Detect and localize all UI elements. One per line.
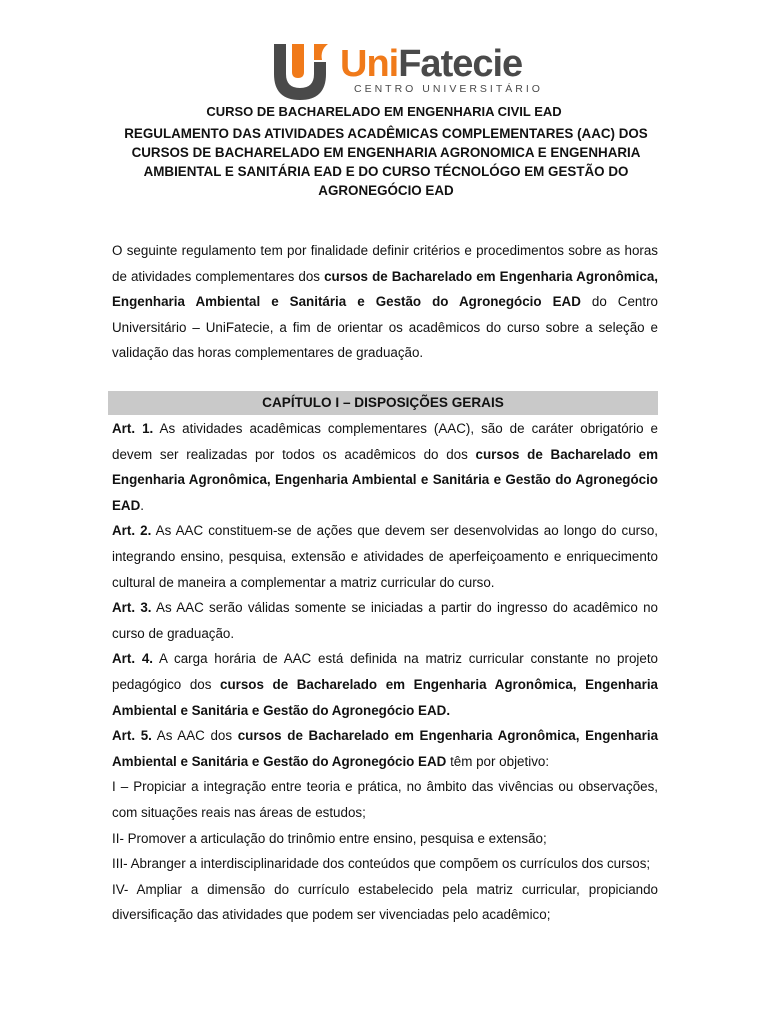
article-text: As atividades acadêmicas complementares (AAC), são de caráter obrigatório e devem ser realizadas por todos os acadêmicos do dos — [112, 421, 658, 462]
article-3 — [112, 595, 658, 646]
article-4 — [112, 646, 658, 723]
article-bold: cursos de Bacharelado em Engenharia Agronômica, Engenharia Ambiental e Sanitária e Gestão do Agronegócio EAD — [112, 446, 658, 513]
objective-item-4: IV- Ampliar a dimensão do currículo estabelecido pela matriz curricular, propiciando diversificação das atividades que podem ser vivenciadas pelo acadêmico; — [112, 881, 658, 923]
article-1 — [112, 416, 658, 518]
article-label: Art. 2. — [112, 523, 152, 539]
logo-u-icon — [270, 40, 334, 102]
article-2 — [112, 518, 658, 595]
unifatecie-logo — [270, 40, 543, 102]
logo-wordmark — [340, 44, 522, 84]
intro-text-1: O seguinte regulamento tem por finalidade definir critérios e procedimentos sobre as horas de atividades complementares dos — [112, 243, 658, 284]
chapter-heading: CAPÍTULO I – DISPOSIÇÕES GERAIS — [108, 391, 658, 415]
intro-bold: cursos de Bacharelado em Engenharia Agronômica, Engenharia Ambiental e Sanitária e Gestão do Agronegócio EAD — [112, 268, 658, 309]
regulation-title: REGULAMENTO DAS ATIVIDADES ACADÊMICAS COMPLEMENTARES (AAC) DOS CURSOS DE BACHARELADO EM ENGENHARIA AGRONOMICA E ENGENHARIA AMBIENTAL E SANITÁRIA EAD E DO CURSO TÉCNOLÓGO EM GESTÃO DO AGRONEGÓCIO EAD — [124, 126, 648, 198]
logo-subtitle: CENTRO UNIVERSITÁRIO — [354, 83, 543, 95]
logo-uni-text: Uni — [340, 43, 399, 85]
article-text: As AAC dos — [151, 728, 238, 744]
course-heading: CURSO DE BACHARELADO EM ENGENHARIA CIVIL EAD — [206, 104, 562, 119]
article-bold: cursos de Bacharelado em Engenharia Agronômica, Engenharia Ambiental e Sanitária e Gestão do Agronegócio EAD — [112, 728, 659, 769]
objective-item-3: III- Abranger a interdisciplinaridade dos conteúdos que compõem os currículos dos cursos; — [112, 856, 651, 872]
article-bold: cursos de Bacharelado em Engenharia Agronômica, Engenharia Ambiental e Sanitária e Gestão do Agronegócio EAD. — [112, 676, 658, 718]
article-label: Art. 1. — [112, 421, 154, 436]
intro-paragraph — [112, 238, 658, 366]
logo-fatecie-text: Fatecie — [398, 43, 523, 85]
article-text: As AAC constituem-se de ações que devem ser desenvolvidas ao longo do curso, integrando ensino, pesquisa, extensão e atividades de aperfeiçoamento e enriquecimento cultural de maneira a complementar a matriz curricular do curso. — [112, 523, 658, 590]
article-label: Art. 3. — [112, 600, 152, 616]
article-text: A carga horária de AAC está definida na matriz curricular constante no projeto pedagógico dos — [112, 651, 658, 692]
objective-item-2: II- Promover a articulação do trinômio entre ensino, pesquisa e extensão; — [112, 830, 547, 846]
objective-item-1: I – Propiciar a integração entre teoria e prática, no âmbito das vivências ou observações, com situações reais nas áreas de estudos; — [112, 779, 658, 820]
article-text: As AAC serão válidas somente se iniciadas a partir do ingresso do acadêmico no curso de graduação. — [112, 600, 658, 641]
intro-text-2: do Centro Universitário – UniFatecie, a fim de orientar os acadêmicos do curso sobre a seleção e validação das horas complementares de graduação. — [112, 294, 658, 360]
article-text: têm por objetivo: — [446, 753, 550, 769]
article-label: Art. 5. — [112, 728, 152, 744]
articles-section — [112, 416, 658, 928]
article-text: . — [140, 497, 145, 513]
article-label: Art. 4. — [112, 651, 154, 667]
article-5 — [112, 723, 658, 774]
